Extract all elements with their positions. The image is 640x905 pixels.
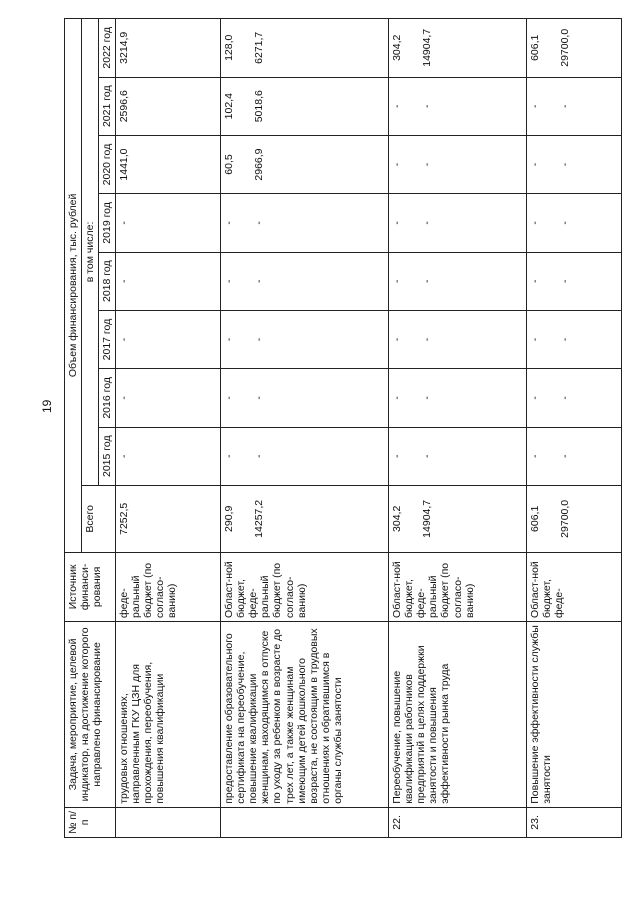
year-value: - [391, 396, 404, 400]
row-source: Област-ной бюджет, феде-ральный бюджет (по согласо-ванию) [221, 552, 389, 621]
year-value: - [118, 279, 131, 283]
year-cell [116, 77, 221, 135]
year-value: - [421, 337, 434, 342]
year-value: - [253, 221, 266, 225]
table-row [389, 19, 527, 838]
year-cell [116, 310, 221, 368]
year-value: - [118, 396, 131, 400]
year-value: 1441,0 [118, 148, 131, 181]
year-cell [527, 252, 622, 310]
table-row [116, 19, 221, 838]
header-source: Источник финанси-рования [65, 552, 116, 621]
row-task: Повышение эффективности службы занятости [527, 621, 622, 807]
year-value: - [559, 454, 572, 458]
row-total [116, 485, 221, 552]
table-row [221, 19, 389, 838]
header-including: в том числе: [82, 19, 99, 486]
year-value: - [529, 396, 542, 400]
year-value: - [391, 162, 404, 167]
row-total [389, 485, 527, 552]
row-source: Област-ной бюджет, феде- [527, 552, 622, 621]
year-value: - [391, 454, 404, 458]
year-cell [527, 19, 622, 78]
year-value: - [391, 279, 404, 283]
year-value: - [421, 104, 434, 108]
year-cell [221, 369, 389, 427]
header-year: 2022 год [99, 19, 116, 78]
row-number: 23. [527, 807, 622, 837]
year-value: - [529, 454, 542, 458]
year-value: 3214,9 [118, 31, 131, 64]
total-value: 606,1 [529, 505, 542, 532]
total-value: 290,9 [223, 505, 236, 532]
year-value: - [118, 337, 131, 342]
year-value: - [559, 279, 572, 283]
year-value: - [559, 162, 572, 167]
year-value: 6271,7 [253, 31, 266, 64]
header-total: Всего [82, 485, 116, 552]
year-value: - [421, 221, 434, 225]
year-value: - [223, 454, 236, 458]
year-cell [389, 135, 527, 193]
year-cell [116, 19, 221, 78]
year-cell [527, 135, 622, 193]
year-value: 2966,9 [253, 148, 266, 181]
year-cell [527, 194, 622, 252]
year-value: - [391, 104, 404, 108]
row-number [221, 807, 389, 837]
year-cell [116, 369, 221, 427]
year-value: - [559, 221, 572, 225]
year-value: - [223, 221, 236, 225]
row-task: Переобучение, повышение квалификации работников предприятий в целях поддержки занятости и повышения эффективности рынка труда [389, 621, 527, 807]
year-value: - [529, 337, 542, 342]
year-cell [389, 427, 527, 485]
year-value: - [529, 104, 542, 108]
year-cell [221, 19, 389, 78]
header-year: 2017 год [99, 310, 116, 368]
year-cell [527, 369, 622, 427]
year-value: - [421, 396, 434, 400]
header-number: № п/п [65, 807, 116, 837]
year-cell [116, 194, 221, 252]
year-cell [221, 310, 389, 368]
year-value: 60,5 [223, 154, 236, 175]
year-value: 102,4 [223, 93, 236, 120]
total-value: 14904,7 [421, 499, 434, 538]
year-value: - [223, 396, 236, 400]
page-number: 19 [40, 399, 54, 413]
rotated-table-container [64, 18, 614, 838]
row-source: феде-ральный бюджет (по согласо-ванию) [116, 552, 221, 621]
header-year: 2016 год [99, 369, 116, 427]
year-value: 128,0 [223, 34, 236, 61]
header-volume: Объем финансирования, тыс. рублей [65, 19, 82, 553]
header-task: Задача, мероприятие, целевой индикатор, на достижение которого направлено финансирование [65, 621, 116, 807]
year-value: - [421, 454, 434, 458]
year-cell [116, 427, 221, 485]
table-row [527, 19, 622, 838]
year-value: - [559, 337, 572, 342]
header-year: 2019 год [99, 194, 116, 252]
year-value: 14904,7 [421, 28, 434, 67]
year-value: - [529, 162, 542, 167]
row-source: Област-ной бюджет, феде-ральный бюджет (по согласо-ванию) [389, 552, 527, 621]
year-value: 5018,6 [253, 90, 266, 123]
year-cell [221, 194, 389, 252]
year-cell [389, 252, 527, 310]
row-number [116, 807, 221, 837]
year-cell [221, 77, 389, 135]
row-number: 22. [389, 807, 527, 837]
row-task: предоставление образовательного сертификата на переобучение, повышение квалификации женщинам, находящимся в отпуске по уходу за ребенком в возрасте до трех лет, а также женщинам имеющим детей дошкольного возраста, не состоящим в трудовых отношениях и обратившимся в органы службы занятости [221, 621, 389, 807]
year-value: - [421, 279, 434, 283]
row-total [527, 485, 622, 552]
year-cell [116, 252, 221, 310]
year-value: 29700,0 [559, 28, 572, 67]
total-value: 29700,0 [559, 499, 572, 538]
total-value: 7252,5 [118, 502, 131, 535]
year-value: - [253, 396, 266, 400]
year-cell [116, 135, 221, 193]
year-value: - [529, 221, 542, 225]
year-value: - [223, 279, 236, 283]
year-cell [389, 194, 527, 252]
row-total [221, 485, 389, 552]
year-value: 2596,6 [118, 90, 131, 123]
year-value: 304,2 [391, 34, 404, 61]
header-year: 2018 год [99, 252, 116, 310]
year-cell [527, 310, 622, 368]
year-cell [527, 77, 622, 135]
year-value: - [223, 337, 236, 342]
year-cell [221, 135, 389, 193]
year-value: - [559, 104, 572, 108]
row-task: трудовых отношениях, направленным ГКУ ЦЗН для прохождения, переобучения, повышения квалификации [116, 621, 221, 807]
year-cell [221, 252, 389, 310]
year-cell [389, 77, 527, 135]
year-cell [389, 19, 527, 78]
total-value: 304,2 [391, 505, 404, 532]
header-year: 2015 год [99, 427, 116, 485]
year-value: - [253, 454, 266, 458]
year-value: - [118, 454, 131, 458]
year-value: 606,1 [529, 34, 542, 61]
year-value: - [253, 279, 266, 283]
year-value: - [118, 221, 131, 225]
year-value: - [391, 221, 404, 225]
year-value: - [391, 337, 404, 342]
year-cell [527, 427, 622, 485]
year-cell [389, 310, 527, 368]
year-value: - [529, 279, 542, 283]
financing-table [64, 18, 622, 838]
header-year: 2020 год [99, 135, 116, 193]
year-value: - [559, 396, 572, 400]
year-value: - [421, 162, 434, 167]
header-year: 2021 год [99, 77, 116, 135]
year-cell [221, 427, 389, 485]
year-value: - [253, 337, 266, 342]
total-value: 14257,2 [253, 499, 266, 538]
year-cell [389, 369, 527, 427]
